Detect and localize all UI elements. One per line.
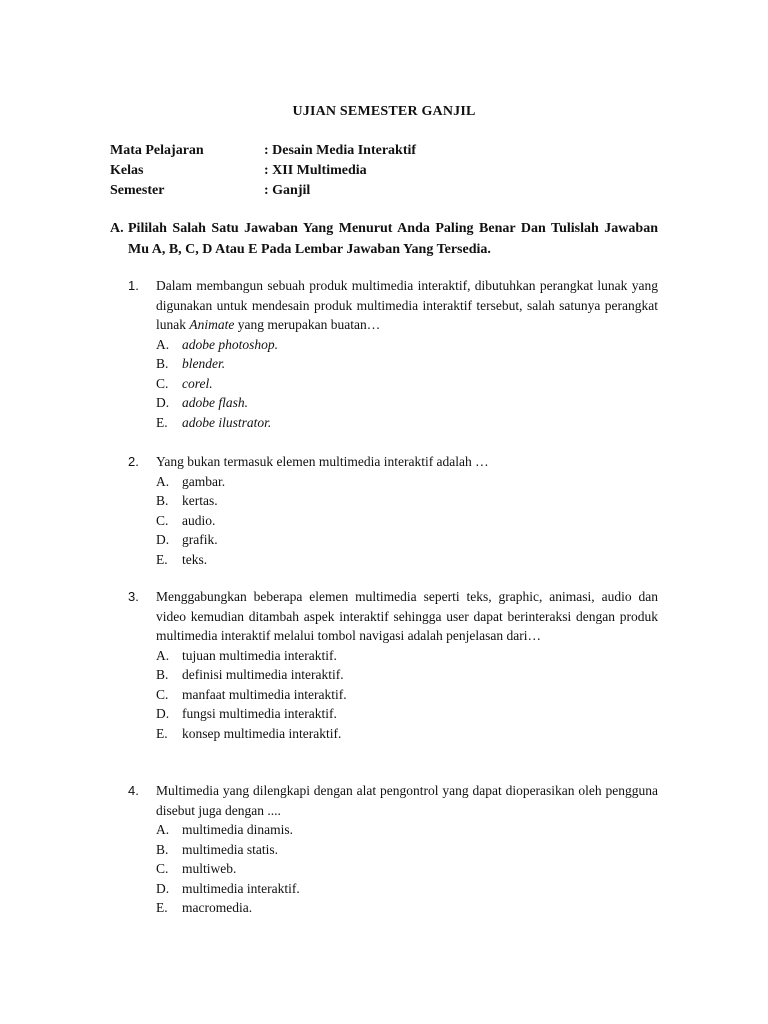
option-letter: E. — [156, 414, 168, 430]
option-text: blender. — [182, 356, 226, 371]
option-list — [156, 335, 658, 433]
option-text: corel. — [182, 375, 213, 391]
meta-value: : Desain Media Interaktif — [264, 143, 417, 158]
option-text: fungsi multimedia interaktif. — [182, 706, 337, 721]
question-3 — [128, 587, 658, 743]
option-a — [156, 335, 658, 355]
meta-value: : Ganjil — [264, 183, 311, 198]
meta-row-class — [110, 161, 416, 181]
option-letter: C. — [156, 512, 169, 528]
option-text: tujuan multimedia interaktif. — [182, 647, 337, 663]
option-letter: A. — [156, 647, 170, 663]
option-text: grafik. — [182, 532, 218, 547]
option-c — [156, 511, 658, 531]
option-text: definisi multimedia interaktif. — [182, 667, 344, 682]
option-c — [156, 685, 658, 705]
option-letter: D. — [156, 532, 170, 547]
option-b — [156, 354, 658, 374]
option-letter: C. — [156, 686, 169, 702]
option-letter: E. — [156, 900, 168, 915]
question-number: 3. — [128, 589, 139, 604]
option-list — [156, 646, 658, 744]
option-text: multimedia dinamis. — [182, 822, 293, 837]
option-a — [156, 820, 658, 840]
option-c — [156, 374, 658, 394]
option-text: audio. — [182, 512, 216, 528]
page-title: UJIAN SEMESTER GANJIL — [292, 104, 476, 119]
question-text: Yang bukan termasuk elemen multimedia interaktif adalah … — [156, 454, 489, 469]
option-letter: D. — [156, 880, 170, 896]
option-c — [156, 859, 658, 879]
option-d — [156, 879, 658, 899]
question-2 — [128, 452, 658, 569]
question-number: 1. — [128, 278, 139, 293]
section-letter: A. — [110, 221, 124, 236]
option-letter: B. — [156, 841, 169, 857]
meta-row-subject — [110, 141, 416, 161]
option-letter: C. — [156, 375, 169, 391]
option-text: adobe photoshop. — [182, 336, 278, 352]
option-d — [156, 704, 658, 724]
meta-label: Semester — [110, 183, 165, 198]
option-text: multiweb. — [182, 861, 237, 876]
option-letter: A. — [156, 473, 170, 489]
option-text: adobe ilustrator. — [182, 414, 272, 430]
option-letter: A. — [156, 336, 170, 352]
option-e — [156, 898, 658, 918]
question-4 — [128, 781, 658, 918]
question-text-part: Dalam membangun sebuah produk multimedia interaktif, dibutuhkan perangkat lunak yang digunakan untuk mendesain produk multimedia interaktif tersebut, salah satunya perangkat lunak — [156, 278, 658, 332]
option-text: macromedia. — [182, 900, 253, 915]
option-text: multimedia statis. — [182, 841, 278, 857]
question-number: 2. — [128, 454, 139, 469]
option-text: adobe flash. — [182, 395, 248, 410]
option-letter: D. — [156, 395, 170, 410]
option-letter: D. — [156, 706, 170, 721]
option-letter: B. — [156, 493, 169, 508]
instruction-text: Pililah Salah Satu Jawaban Yang Menurut Anda Paling Benar Dan Tulislah Jawaban Mu A, B, C, D Atau E Pada Lembar Jawaban Yang Tersedia. — [128, 221, 658, 257]
question-text: Menggabungkan beberapa elemen multimedia seperti teks, graphic, animasi, audio dan video kemudian ditambah aspek interaktif sehingga user dapat berinteraksi dengan produk multimedia interaktif melalui tombol navigasi adalah penjelasan dari… — [156, 589, 658, 643]
option-list — [156, 472, 658, 570]
option-text: multimedia interaktif. — [182, 880, 300, 896]
option-b — [156, 665, 658, 685]
option-letter: E. — [156, 551, 168, 567]
option-text: konsep multimedia interaktif. — [182, 725, 342, 741]
option-list — [156, 820, 658, 918]
option-b — [156, 491, 658, 511]
meta-value: : XII Multimedia — [264, 163, 367, 178]
meta-row-semester — [110, 181, 416, 201]
meta-label: Kelas — [110, 163, 144, 178]
option-letter: B. — [156, 356, 169, 371]
option-e — [156, 550, 658, 570]
option-e — [156, 724, 658, 744]
option-a — [156, 472, 658, 492]
option-letter: B. — [156, 667, 169, 682]
option-d — [156, 393, 658, 413]
option-text: gambar. — [182, 473, 226, 489]
option-text: teks. — [182, 551, 208, 567]
option-letter: E. — [156, 725, 168, 741]
option-text: manfaat multimedia interaktif. — [182, 686, 347, 702]
meta-label: Mata Pelajaran — [110, 143, 204, 158]
question-text-part: yang merupakan buatan… — [234, 317, 381, 332]
question-text: Multimedia yang dilengkapi dengan alat pengontrol yang dapat dioperasikan oleh pengguna disebut juga dengan .... — [156, 783, 658, 818]
exam-meta — [110, 141, 416, 201]
option-b — [156, 840, 658, 860]
question-text-italic: Animate — [189, 317, 235, 332]
option-e — [156, 413, 658, 433]
option-letter: C. — [156, 861, 169, 876]
question-1 — [128, 276, 658, 432]
option-d — [156, 530, 658, 550]
question-text — [156, 276, 658, 335]
option-text: kertas. — [182, 493, 218, 508]
question-number: 4. — [128, 783, 139, 798]
option-letter: A. — [156, 822, 170, 837]
option-a — [156, 646, 658, 666]
section-instruction — [110, 218, 658, 260]
